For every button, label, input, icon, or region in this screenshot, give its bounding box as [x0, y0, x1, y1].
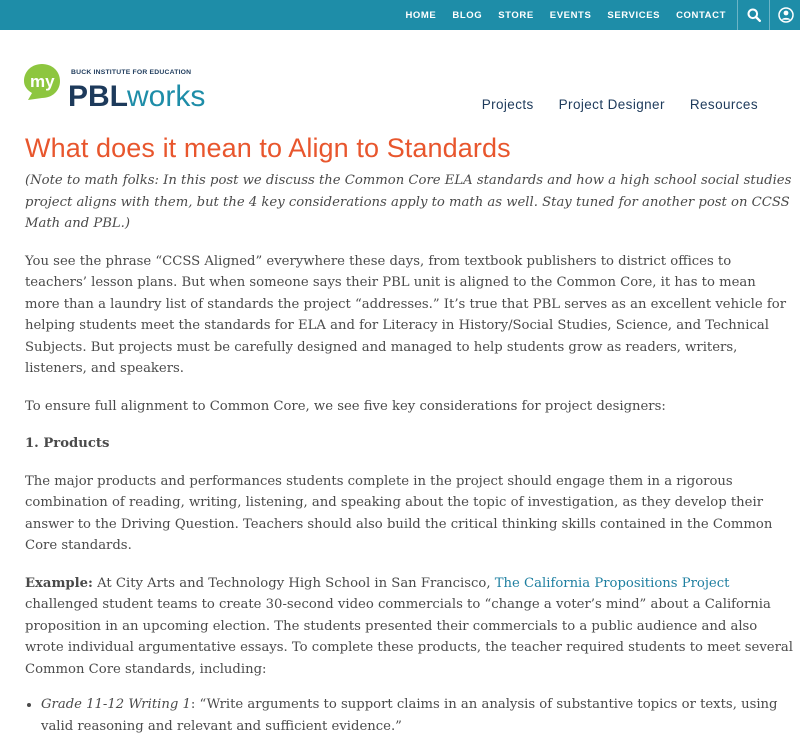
- section-heading-products: 1. Products: [25, 436, 110, 451]
- top-nav-store[interactable]: STORE: [498, 9, 534, 21]
- standard-text: : “Write arguments to support claims in an analysis of substantive topics or texts, using valid reasoning and relevant and sufficient evidence.”: [41, 697, 778, 734]
- article-title: What does it mean to Align to Standards: [25, 133, 511, 163]
- top-nav-blog[interactable]: BLOG: [452, 9, 483, 21]
- top-nav: [397, 0, 734, 30]
- nav-resources[interactable]: Resources: [689, 97, 758, 112]
- user-icon: [778, 7, 794, 23]
- top-nav-home[interactable]: HOME: [405, 9, 437, 21]
- pblworks-logo[interactable]: [24, 62, 246, 110]
- california-propositions-link[interactable]: The California Propositions Project: [494, 575, 730, 591]
- main-nav: [482, 97, 758, 112]
- list-item: [41, 694, 793, 737]
- top-bar: [0, 0, 800, 30]
- logo-pbl: PBL: [68, 80, 128, 110]
- article: [25, 133, 793, 737]
- example-text-2: challenged student teams to create 30-second video commercials to “change a voter’s mind” about a California proposition in an upcoming election. The students presented their commercials to a public audience and also wrote individual argumentative essays. To complete these products, the teacher required students to meet several Common Core standards, including:: [25, 597, 793, 677]
- nav-projects[interactable]: Projects: [481, 97, 534, 112]
- intro-paragraph: You see the phrase “CCSS Aligned” everywhere these days, from textbook publishers to district offices to teachers’ lesson plans. But when someone says their PBL unit is aligned to the Common Core, it has to mean more than a laundry list of standards the project “addresses.” It’s true that PBL serves as an excellent vehicle for helping students meet the standards for ELA and for Literacy in History/Social Studies, Science, and Technical Subjects. But projects must be carefully designed and managed to help students grow as readers, writers, listeners, and speakers.: [25, 253, 787, 376]
- top-nav-events[interactable]: EVENTS: [549, 9, 592, 21]
- logo-my: my: [30, 72, 55, 91]
- math-note: (Note to math folks: In this post we discuss the Common Core ELA standards and how a high school social studies project aligns with them, but the 4 key considerations apply to math as well. Stay tuned for another post on CCSS Math and PBL.): [25, 173, 792, 231]
- top-nav-services[interactable]: SERVICES: [607, 9, 661, 21]
- logo-works: works: [127, 80, 206, 110]
- nav-project-designer[interactable]: Project Designer: [558, 97, 665, 112]
- products-paragraph: The major products and performances students complete in the project should engage them in a rigorous combination of reading, writing, listening, and speaking about the topic of investigation, as they develop their answer to the Driving Question. Teachers should also build the critical thinking skills contained in the Common Core standards.: [25, 473, 773, 553]
- account-button[interactable]: [769, 0, 800, 30]
- search-button[interactable]: [737, 0, 770, 30]
- considerations-intro: To ensure full alignment to Common Core, we see five key considerations for project designers:: [25, 398, 666, 414]
- standard-label: Grade 11-12 Writing 1: [41, 697, 191, 712]
- example-label: Example:: [25, 575, 93, 591]
- example-paragraph: [25, 573, 793, 681]
- search-icon: [747, 8, 761, 22]
- logo-tagline: BUCK INSTITUTE FOR EDUCATION: [71, 69, 192, 76]
- top-nav-contact[interactable]: CONTACT: [676, 9, 726, 21]
- standards-list: [25, 694, 793, 737]
- example-text-1: At City Arts and Technology High School in San Francisco,: [92, 575, 495, 591]
